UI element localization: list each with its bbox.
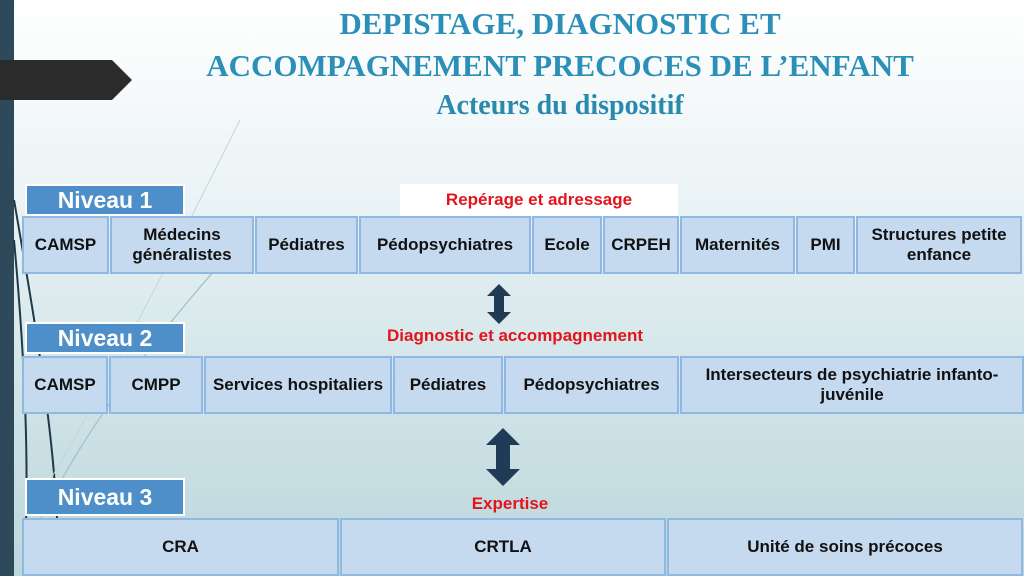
actor-cell: Médecins généralistes bbox=[110, 216, 254, 274]
actor-cell: Maternités bbox=[680, 216, 795, 274]
actor-cell: CAMSP bbox=[22, 356, 108, 414]
level-1-row bbox=[22, 216, 1022, 274]
level-2-caption: Diagnostic et accompagnement bbox=[386, 326, 643, 345]
level-2-row bbox=[22, 356, 1024, 414]
actor-cell: Pédopsychiatres bbox=[359, 216, 531, 274]
level-3-caption: Expertise bbox=[471, 494, 549, 513]
actor-cell: Ecole bbox=[532, 216, 602, 274]
level-1-caption: Repérage et adressage bbox=[400, 184, 678, 216]
double-arrow-icon bbox=[486, 428, 520, 486]
level-2-header: Niveau 2 bbox=[25, 322, 185, 354]
actor-cell: Unité de soins précoces bbox=[667, 518, 1023, 576]
actor-cell: Structures petite enfance bbox=[856, 216, 1022, 274]
actor-cell: Pédiatres bbox=[255, 216, 358, 274]
level-3-header: Niveau 3 bbox=[25, 478, 185, 516]
title-subtitle: Acteurs du dispositif bbox=[436, 90, 684, 121]
double-arrow-icon bbox=[487, 284, 511, 324]
actor-cell: CRPEH bbox=[603, 216, 679, 274]
level-1-header: Niveau 1 bbox=[25, 184, 185, 216]
level-3-row bbox=[22, 518, 1023, 576]
actor-cell: CRTLA bbox=[340, 518, 666, 576]
actor-cell: CRA bbox=[22, 518, 339, 576]
actor-cell: CAMSP bbox=[22, 216, 109, 274]
actor-cell: Intersecteurs de psychiatrie infanto-juvénile bbox=[680, 356, 1024, 414]
title-line-2: ACCOMPAGNEMENT PRECOCES DE L’ENFANT bbox=[206, 48, 914, 83]
actor-cell: CMPP bbox=[109, 356, 203, 414]
title-line-1: DEPISTAGE, DIAGNOSTIC ET bbox=[339, 6, 781, 41]
actor-cell: Services hospitaliers bbox=[204, 356, 392, 414]
actor-cell: Pédopsychiatres bbox=[504, 356, 679, 414]
actor-cell: Pédiatres bbox=[393, 356, 503, 414]
actor-cell: PMI bbox=[796, 216, 855, 274]
slide-arrow-tab bbox=[0, 60, 132, 100]
